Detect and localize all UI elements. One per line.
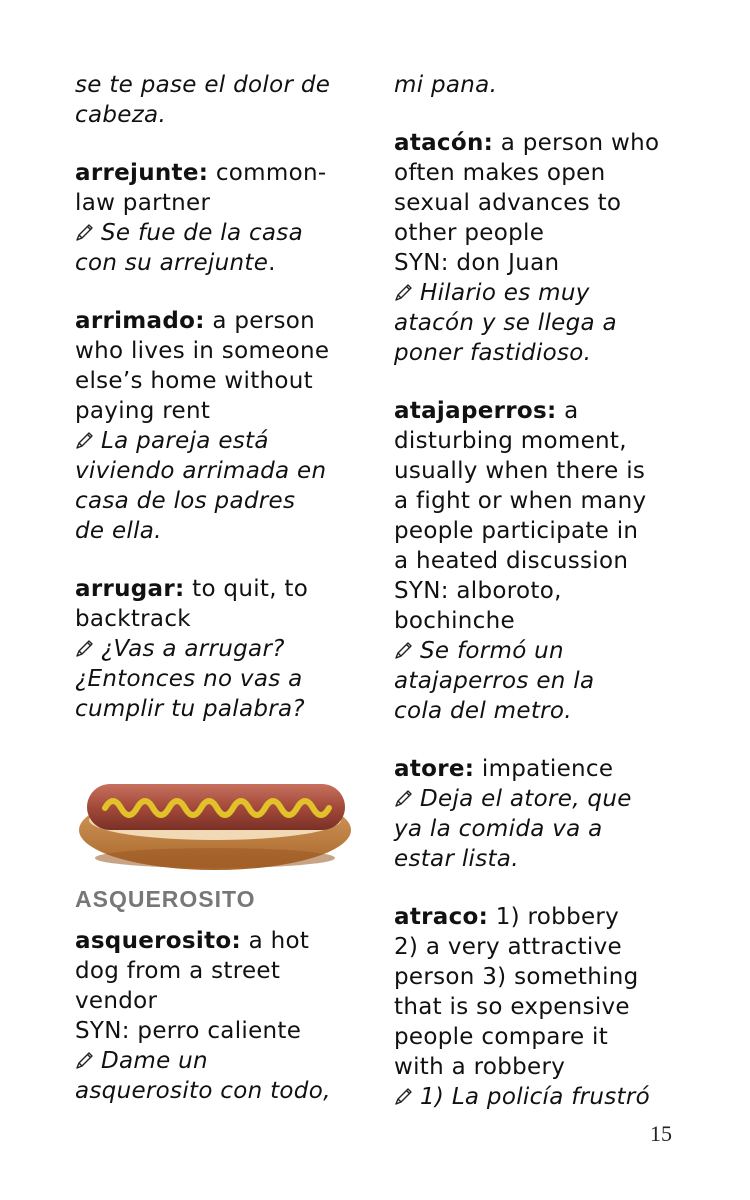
text-line [394, 516, 694, 546]
text-line [75, 926, 370, 956]
definition-text: . [268, 250, 276, 276]
definition-text: impatience [474, 756, 614, 782]
text-line [394, 576, 694, 606]
pencil-icon [75, 222, 95, 242]
text-line [75, 486, 370, 516]
definition-text: people participate in [394, 518, 639, 544]
pencil-icon [75, 430, 95, 450]
text-line [394, 218, 694, 248]
text-line [75, 100, 370, 130]
image-caption: ASQUEROSITO [75, 886, 256, 912]
text-line [75, 218, 370, 248]
text-line [394, 666, 694, 696]
example-text: ya la comida va a [394, 816, 603, 842]
text-line [394, 248, 694, 278]
example-text: La pareja está [101, 428, 269, 454]
entry-spacer [75, 130, 370, 158]
text-line [394, 158, 694, 188]
text-line [75, 694, 370, 724]
definition-text: a heated discussion [394, 548, 629, 574]
example-text: cabeza. [75, 102, 167, 128]
definition-text: often makes open [394, 160, 606, 186]
pencil-icon [394, 1086, 414, 1106]
definition-text: vendor [75, 988, 158, 1014]
text-line [75, 248, 370, 278]
definition-text: a person who [493, 130, 660, 156]
example-text: viviendo arrimada en [75, 458, 327, 484]
example-text: asquerosito con todo, [75, 1078, 331, 1104]
page-number: 15 [650, 1121, 672, 1146]
text-line [75, 366, 370, 396]
text-line [394, 636, 694, 666]
text-line [75, 336, 370, 366]
headword: atore: [394, 756, 475, 782]
pencil-icon [394, 282, 414, 302]
text-line [394, 188, 694, 218]
text-line [394, 546, 694, 576]
definition-text: backtrack [75, 606, 191, 632]
text-line [75, 956, 370, 986]
definition-text: a fight or when many [394, 488, 647, 514]
text-line [75, 1016, 370, 1046]
definition-text: people compare it [394, 1024, 609, 1050]
text-line [394, 426, 694, 456]
example-text: Deja el atore, que [420, 786, 632, 812]
definition-text: person 3) something [394, 964, 639, 990]
right-column [394, 70, 694, 1112]
text-line [394, 606, 694, 636]
definition-text: dog from a street [75, 958, 281, 984]
definition-text: law partner [75, 190, 211, 216]
left-column [75, 70, 370, 1106]
definition-text: who lives in someone [75, 338, 330, 364]
headword: arrejunte: [75, 160, 209, 186]
text-line [394, 784, 694, 814]
text-line [75, 574, 370, 604]
text-line [75, 188, 370, 218]
pencil-icon [75, 638, 95, 658]
headword: atacón: [394, 130, 494, 156]
text-line [394, 844, 694, 874]
example-text: atajaperros en la [394, 668, 595, 694]
example-text: Dame un [101, 1048, 208, 1074]
text-line [394, 814, 694, 844]
entry-spacer [75, 278, 370, 306]
text-line [75, 986, 370, 1016]
text-line [394, 992, 694, 1022]
example-text: se te pase el dolor de [75, 72, 331, 98]
headword: atajaperros: [394, 398, 557, 424]
text-line [75, 1046, 370, 1076]
definition-text: bochinche [394, 608, 515, 634]
text-line [75, 70, 370, 100]
text-line [75, 516, 370, 546]
example-text: Hilario es muy [420, 280, 590, 306]
example-text: de ella. [75, 518, 162, 544]
example-text: con su arrejunte [75, 250, 269, 276]
text-line [394, 308, 694, 338]
example-text: Se fue de la casa [101, 220, 303, 246]
definition-text: to quit, to [184, 576, 309, 602]
text-line [75, 426, 370, 456]
definition-text: that is so expensive [394, 994, 630, 1020]
text-line [75, 664, 370, 694]
text-line [394, 1082, 694, 1112]
example-text: ¿Entonces no vas a [75, 666, 303, 692]
text-line [394, 456, 694, 486]
hotdog-image [75, 748, 353, 878]
example-text: 1) La policía frustró [420, 1084, 650, 1110]
example-text: cola del metro. [394, 698, 572, 724]
text-line [75, 456, 370, 486]
text-line [394, 754, 694, 784]
headword: atraco: [394, 904, 489, 930]
definition-text: 1) robbery [488, 904, 620, 930]
pencil-icon [394, 788, 414, 808]
text-line [394, 962, 694, 992]
headword: arrugar: [75, 576, 185, 602]
definition-text: SYN: alboroto, [394, 578, 562, 604]
example-text: estar lista. [394, 846, 519, 872]
example-text: casa de los padres [75, 488, 296, 514]
definition-text: other people [394, 220, 545, 246]
text-line [394, 396, 694, 426]
text-line [394, 70, 694, 100]
pencil-icon [394, 640, 414, 660]
text-line [394, 486, 694, 516]
text-line [394, 1022, 694, 1052]
text-line [394, 128, 694, 158]
example-text: poner fastidioso. [394, 340, 592, 366]
text-line [75, 1076, 370, 1106]
definition-text: a [556, 398, 579, 424]
definition-text: SYN: perro caliente [75, 1018, 302, 1044]
text-line [394, 338, 694, 368]
example-text: cumplir tu palabra? [75, 696, 305, 722]
text-line [394, 278, 694, 308]
entry-spacer [75, 546, 370, 574]
pencil-icon [75, 1050, 95, 1070]
definition-text: paying rent [75, 398, 211, 424]
entry-spacer [394, 726, 694, 754]
example-text: Se formó un [420, 638, 564, 664]
definition-text: SYN: don Juan [394, 250, 560, 276]
text-line [75, 306, 370, 336]
definition-text: 2) a very attractive [394, 934, 622, 960]
definition-text: a person [204, 308, 316, 334]
text-line [75, 396, 370, 426]
example-text: ¿Vas a arrugar? [101, 636, 285, 662]
definition-text: disturbing moment, [394, 428, 627, 454]
definition-text: else’s home without [75, 368, 313, 394]
headword: arrimado: [75, 308, 205, 334]
text-line [394, 902, 694, 932]
text-line [394, 696, 694, 726]
entry-spacer [394, 368, 694, 396]
example-text: mi pana. [394, 72, 498, 98]
text-line [75, 604, 370, 634]
entry-spacer [394, 874, 694, 902]
definition-text: with a robbery [394, 1054, 566, 1080]
text-line [394, 1052, 694, 1082]
example-text: atacón y se llega a [394, 310, 617, 336]
definition-text: sexual advances to [394, 190, 622, 216]
text-line [75, 158, 370, 188]
entry-spacer [394, 100, 694, 128]
definition-text: usually when there is [394, 458, 646, 484]
headword: asquerosito: [75, 928, 241, 954]
definition-text: a hot [240, 928, 310, 954]
text-line [394, 932, 694, 962]
text-line [75, 634, 370, 664]
definition-text: common- [208, 160, 327, 186]
